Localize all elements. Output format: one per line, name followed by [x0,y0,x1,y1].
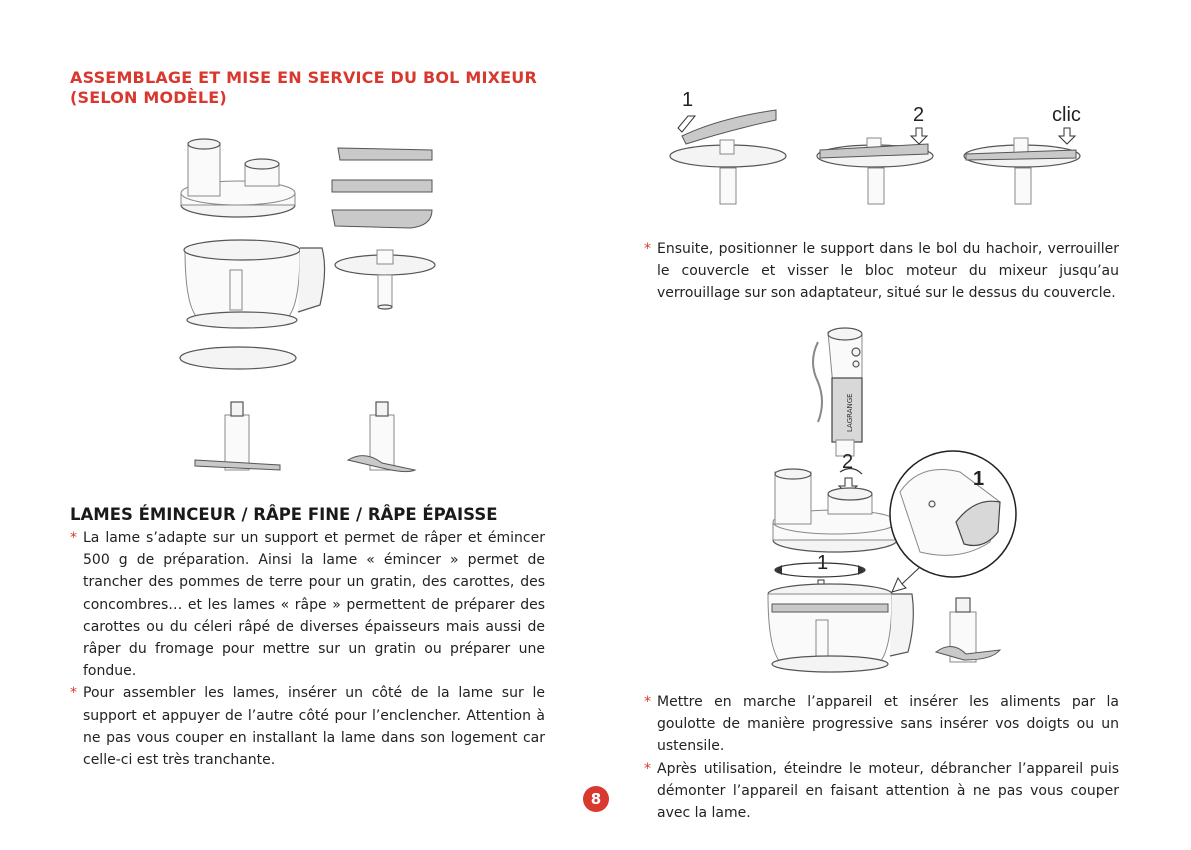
step-clic-figure [964,128,1080,204]
step-1-figure [670,110,786,204]
blade-unit-1-illustration [195,402,280,470]
asterisk-marker: * [644,694,651,710]
step-2-figure [817,128,933,204]
step-label-1: 1 [682,89,694,111]
asterisk-marker: * [644,241,651,257]
step-label-clic: clic [1052,104,1081,126]
bowl-illustration [184,240,325,328]
paragraph-operation [644,691,1119,758]
chopper-blade-illustration [936,598,1000,662]
paragraph-after-use-text: Après utilisation, éteindre le moteur, débrancher l’appareil puis démonter l’appareil en faisant attention à ne pas vous couper avec la lame. [657,760,1119,822]
asterisk-marker: * [70,530,77,546]
parts-illustration [170,130,460,490]
paragraph-assembly-instructions-text: Ensuite, positionner le support dans le bol du hachoir, verrouiller le couvercle et visser le bloc moteur du mixeur jusqu’au verrouillage sur son adaptateur, situé sur le dessus du couvercle. [657,241,1119,302]
paragraph-assembly-instructions [644,238,1119,305]
paragraph-operation-text: Mettre en marche l’appareil et insérer les aliments par la goulotte de manière progressive sans insérer vos doigts ou un ustensile. [657,694,1119,755]
paragraph-after-use [644,758,1119,825]
lid-illustration [181,139,295,217]
assembly-label-1: 1 [817,552,829,574]
zoom-label-1: 1 [973,468,985,490]
brand-label: LAGRANGE [846,393,854,432]
step-label-2: 2 [913,104,925,126]
paragraph-blade-usage-text: La lame s’adapte sur un support et permet de râper et émincer 500 g de préparation. Ainsi la lame « émincer » permet de trancher des pommes de terre pour un gratin, des carottes, des concombres… et les lames « râpe » permettent de préparer des carottes ou du céleri râpé de diverses épaisseurs mais aussi de râper du fromage pour mettre sur un gratin ou préparer une fondue. [83,530,545,680]
asterisk-marker: * [644,760,651,777]
blades-subtitle: LAMES ÉMINCEUR / RÂPE FINE / RÂPE ÉPAISSE [70,505,498,524]
blades-illustration [332,148,432,228]
blade-unit-2-illustration [348,402,415,472]
left-paragraphs [70,527,545,771]
paragraph-blade-assembly [70,682,545,771]
blade-steps-illustration [660,88,1100,213]
section-title-line2: (SELON MODÈLE) [70,88,227,107]
blade-support-illustration [335,250,435,309]
paragraph-blade-usage [70,527,545,682]
section-title-line1: ASSEMBLAGE ET MISE EN SERVICE DU BOL MIXEUR [70,68,537,87]
zoom-pointer-arrow-icon [892,567,920,592]
assembly-label-2: 2 [842,451,854,473]
paragraph-blade-assembly-text: Pour assembler les lames, insérer un côté de la lame sur le support et appuyer de l’autre côté pour l’enclencher. Attention à ne pas vous couper en installant la lame dans son logement car celle-ci est très tranchante. [83,685,545,769]
lid-on-bowl-illustration [773,469,897,552]
right-paragraphs-2 [644,691,1119,824]
page-number-badge: 8 [583,786,609,812]
seal-ring-illustration [180,347,296,369]
right-paragraph-1 [644,238,1119,305]
mixer-assembly-illustration [760,322,1020,682]
asterisk-marker: * [70,685,77,702]
detail-zoom-circle [890,451,1016,577]
hand-blender-illustration [813,328,862,456]
section-title [70,68,537,108]
assembled-bowl-illustration [768,584,913,672]
